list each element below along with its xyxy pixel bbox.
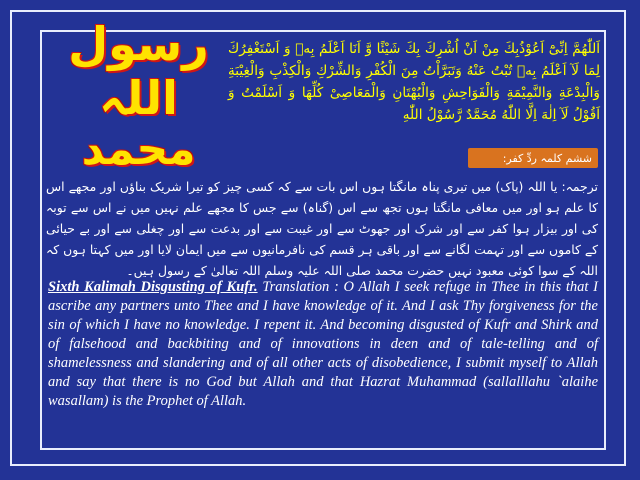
arabic-prayer bbox=[228, 38, 600, 126]
english-title: Sixth Kalimah Disgusting of Kufr. bbox=[48, 279, 258, 295]
urdu-kalimah-label-text: ششم کلمہ ردِّ کفر: bbox=[502, 151, 592, 165]
arabic-prayer-text: اَللّٰهُمَّ اِنِّىْٓ اَعُوْذُبِكَ مِنْ اَنْ اُشْرِكَ بِكَ شَيْئًا وَّ اَنَا اَعْلَمُ بِهٖ وَ اَسْتَغْفِرُكَ لِمَا لَآ اَعْلَمُ بِهٖ تُبْتُ عَنْهُ وَتَبَرَّاْتُ مِنَ الْكُفْرِ وَالشِّرْكِ وَالْكِذْبِ وَالْغِيْبَةِ وَالْبِدْعَةِ وَالنَّمِيْمَةِ وَالْفَوَاحِشِ وَالْبُهْتَانِ وَالْمَعَاصِىْ كُلِّهَا وَ اَسْلَمْتُ وَ اَقُوْلُ لَآ اِلٰهَ اِلَّا اللّٰهُ مُحَمَّدٌ رَّسُوْلُ اللّٰهِ bbox=[228, 41, 600, 123]
english-body: Translation : O Allah I seek refuge in Thee in this that I ascribe any partners unto Thee and I have knowledge of it. And I ask Thy forgiveness for the sin of which I have no knowledge. I repent it. And becoming disgusted of Kufr and Shirk and of falsehood and backbiting and of innovations in deen and of tale-telling and of shamelessness and slandering and of all other acts of disobedience, I submit myself to Allah and say that there is no God but Allah and that Hazrat Muhammad (sallalllahu `alaihe wasallam) is the Prophet of Allah. bbox=[48, 279, 598, 409]
urdu-translation-text: ترجمہ: یا اللہ (پاک) میں تیری پناہ مانگتا ہوں اس بات سے کہ کسی چیز کو تیرا شریک بناؤں اور مجھے اس کا علم ہو اور میں معافی مانگتا ہوں تجھ سے اس (گناہ) سے جس کا مجھے علم نہیں میں نے اس سے توبہ کی اور بیزار ہوا کفر سے اور شرک اور جھوٹ سے اور غیبت سے اور بدعت سے اور چغلی سے اور بے حیائی کے کاموں سے اور تہمت لگانے سے اور باقی ہر قسم کی نافرمانیوں سے میں ایمان لایا اور میں کہتا ہوں کہ اللہ کے سوا کوئی معبود نہیں حضرت محمد صلی اللہ علیہ وسلم اللہ تعالیٰ کے رسول ہیں۔ bbox=[46, 179, 598, 278]
calligraphy-logo bbox=[46, 17, 231, 175]
calligraphy-rasool-allah: رسول اللہ bbox=[68, 17, 209, 125]
english-translation bbox=[48, 278, 598, 411]
urdu-translation bbox=[46, 176, 598, 281]
urdu-kalimah-label bbox=[468, 148, 598, 168]
calligraphy-muhammad: محمد bbox=[81, 124, 196, 175]
